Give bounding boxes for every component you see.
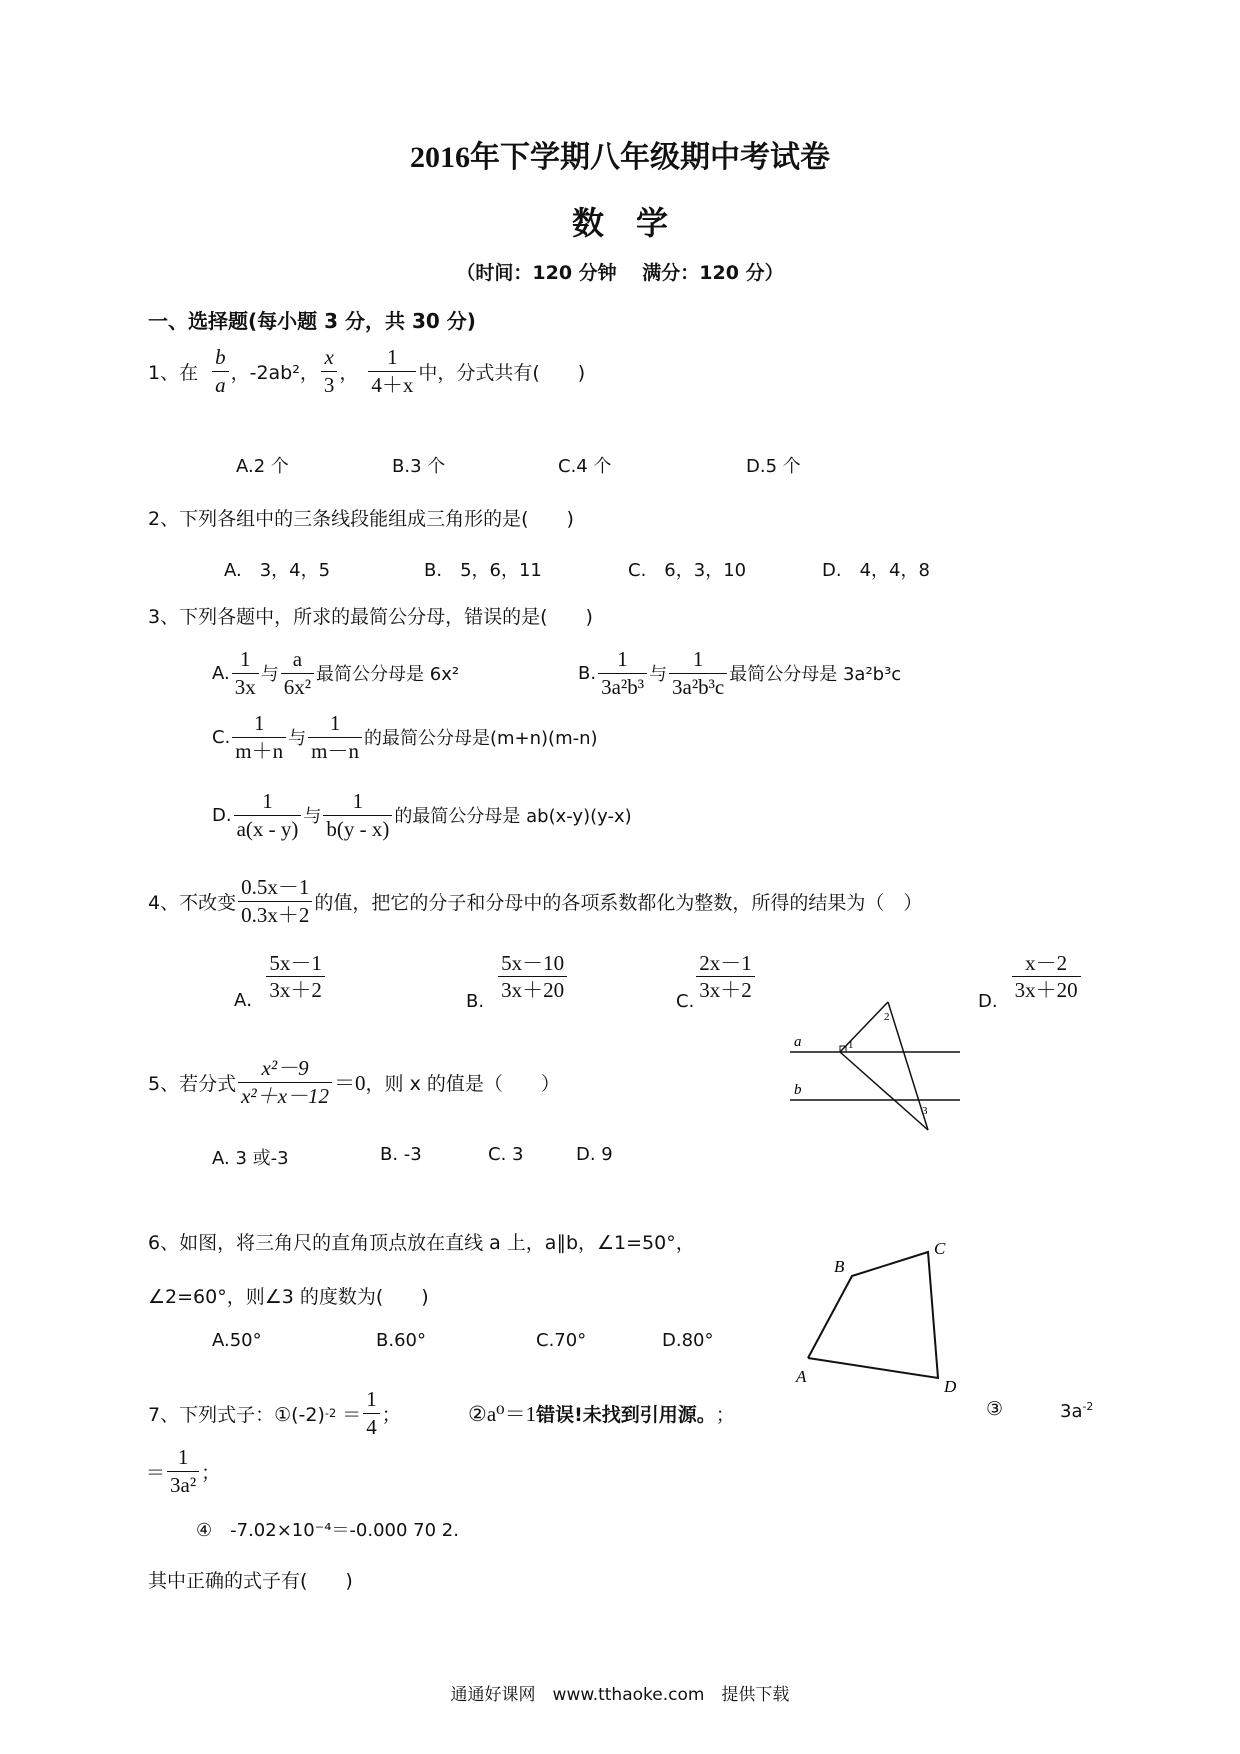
vertex-b-label: B: [834, 1257, 845, 1276]
option-label: B.: [466, 991, 485, 1012]
numerator: 5x－1: [269, 950, 322, 975]
denominator: 3x＋2: [266, 976, 325, 1002]
q7-item-3-marker: ③: [986, 1398, 1004, 1420]
denominator: b(y - x): [323, 815, 392, 841]
option-label: A．: [234, 990, 265, 1011]
q7-closing: 其中正确的式子有( ): [148, 1570, 353, 1592]
denominator: 3: [321, 371, 338, 397]
q5-prefix: 5、若分式: [148, 1072, 237, 1095]
q1-option-b: B.3 个: [392, 456, 446, 477]
fraction: [238, 875, 312, 926]
vertex-c-label: C: [934, 1239, 946, 1258]
fraction: [1012, 951, 1081, 1002]
option-label: A.: [212, 662, 230, 684]
angle-1-label: 1: [848, 1039, 854, 1051]
numerator: 1: [366, 1387, 377, 1412]
numerator: 0.5x－1: [241, 875, 310, 900]
option-label: C.: [676, 991, 695, 1012]
option-label: D.: [978, 991, 998, 1012]
semicolon: ；: [381, 1403, 401, 1426]
q7-item-3-expression: [1060, 1400, 1093, 1422]
denominator: 4＋x: [368, 371, 416, 397]
exponent: -2: [324, 1406, 337, 1420]
q1-option-d: D.5 个: [746, 456, 801, 477]
label-a: a: [794, 1034, 802, 1050]
label-b: b: [794, 1082, 802, 1098]
numerator: 1: [253, 711, 265, 736]
q1-prefix: 1、在: [148, 361, 199, 384]
q1-separator: ，-2ab²，: [230, 361, 319, 384]
q3-option-b: [578, 640, 901, 706]
question-3: 3、下列各题中，所求的最简公分母，错误的是( ): [148, 606, 593, 628]
fraction: [238, 1056, 332, 1107]
denominator: 3a²: [167, 1471, 199, 1497]
denominator: 0.3x＋2: [238, 901, 312, 927]
option-label: B.: [578, 662, 597, 684]
denominator: a(x - y): [234, 815, 302, 841]
q3-option-a: [212, 640, 459, 706]
numerator: 1: [239, 647, 251, 672]
fraction: [368, 345, 416, 396]
q5-option-a: A. 3 或-3: [212, 1148, 289, 1169]
denominator: 3a²b³c: [669, 673, 727, 699]
q4-prefix: 4、不改变: [148, 891, 237, 914]
fraction: [598, 647, 647, 698]
vertex-a-label: A: [796, 1367, 807, 1386]
page-footer: 通通好课网 www.tthaoke.com 提供下载: [450, 1685, 790, 1705]
fraction: [669, 647, 727, 698]
q1-option-a: A.2 个: [236, 456, 289, 477]
q6-option-c: C.70°: [536, 1330, 587, 1351]
denominator: 3a²b³: [598, 673, 647, 699]
fraction: [212, 345, 229, 396]
option-tail: 的最简公分母是(m+n)(m-n): [363, 728, 598, 749]
fraction: [232, 647, 259, 698]
quadrilateral-abcd: [808, 1252, 938, 1378]
vertex-d-label: D: [944, 1377, 957, 1396]
q4-option-a: [234, 946, 327, 1012]
question-7-line-2: [146, 1438, 220, 1504]
q2-option-d: D. 4，4，8: [822, 560, 930, 581]
denominator: 3x＋20: [1012, 976, 1081, 1002]
denominator: a: [212, 371, 229, 397]
equals-sign: ＝: [342, 1403, 362, 1426]
numerator: 1: [692, 647, 704, 672]
fraction: [696, 951, 755, 1002]
numerator: x－2: [1025, 950, 1068, 975]
q1-option-c: C.4 个: [558, 456, 612, 477]
fraction: [232, 711, 286, 762]
parallel-lines-figure: [790, 990, 970, 1140]
q6-option-d: D.80°: [662, 1330, 714, 1351]
fraction: [308, 711, 362, 762]
connector: 与: [260, 664, 279, 685]
denominator: 3x: [232, 673, 259, 699]
q4-option-c: [676, 946, 757, 1012]
equals-sign: ＝: [146, 1461, 166, 1484]
fraction: [321, 345, 338, 396]
numerator: 1: [262, 789, 273, 814]
q5-option-c: C. 3: [488, 1144, 524, 1165]
numerator: 1: [329, 711, 341, 736]
question-1: [148, 336, 585, 406]
denominator: x²＋x－12: [238, 1082, 332, 1108]
fraction: [363, 1387, 380, 1438]
semicolon: ；: [201, 1461, 221, 1484]
denominator: 4: [363, 1413, 380, 1439]
triangle-side: [840, 1052, 928, 1130]
numerator: a: [292, 647, 303, 672]
option-tail: 最简公分母是 6x²: [316, 664, 460, 685]
q4-option-d: [978, 946, 1083, 1012]
semicolon: ；: [715, 1403, 735, 1426]
numerator: 1: [617, 647, 628, 672]
question-4: [148, 866, 922, 936]
q7-item-2: [468, 1398, 735, 1428]
question-6-line-2: ∠2=60°，则∠3 的度数为( ): [148, 1286, 429, 1308]
subject-title: 数 学: [571, 204, 668, 242]
option-tail: 最简公分母是 3a²b³c: [729, 664, 902, 685]
denominator: 3x＋20: [498, 976, 567, 1002]
q5-option-d: D. 9: [576, 1144, 613, 1165]
q2-option-b: B. 5，6，11: [424, 560, 542, 581]
connector: 与: [303, 806, 322, 827]
q2-option-a: A. 3，4，5: [224, 560, 331, 581]
q7-item-4: ④ -7.02×10⁻⁴＝-0.000 70 2.: [196, 1520, 459, 1541]
exam-title: 2016年下学期八年级期中考试卷: [410, 141, 830, 174]
angle-2-label: 2: [884, 1011, 890, 1023]
angle-3-label: 3: [922, 1105, 928, 1117]
question-5: [148, 1044, 560, 1120]
numerator: 2x－1: [699, 950, 752, 975]
quadrilateral-figure: [790, 1236, 990, 1396]
numerator: 1: [352, 789, 364, 814]
expression: 3a: [1060, 1401, 1083, 1422]
connector: 与: [288, 728, 307, 749]
denominator: 3x＋2: [696, 976, 755, 1002]
question-6-line-1: 6、如图，将三角尺的直角顶点放在直线 a 上，a∥b，∠1=50°，: [148, 1232, 695, 1254]
equals-zero: ＝0: [334, 1071, 366, 1095]
question-7-line-1: [148, 1380, 401, 1446]
formula: ②a⁰＝1: [468, 1402, 537, 1426]
numerator: x: [324, 345, 334, 370]
fraction: [498, 951, 567, 1002]
fraction: [281, 647, 314, 698]
fraction: [167, 1445, 199, 1496]
q5-option-b: B. -3: [380, 1144, 422, 1165]
section-heading: 一、选择题(每小题 3 分，共 30 分): [148, 309, 476, 333]
q5-suffix: ，则 x 的值是（ ）: [365, 1072, 560, 1095]
q6-option-a: A.50°: [212, 1330, 262, 1351]
fraction: [266, 951, 325, 1002]
q1-suffix: 中，分式共有( ): [418, 361, 586, 384]
q4-suffix: 的值，把它的分子和分母中的各项系数都化为整数，所得的结果为（ ）: [314, 891, 923, 914]
q1-separator: ，: [339, 361, 359, 384]
numerator: 1: [177, 1445, 189, 1470]
q3-option-c: [212, 704, 598, 770]
fraction: [323, 789, 392, 840]
q3-option-d: [212, 782, 632, 848]
error-text: 错误!未找到引用源。: [536, 1403, 716, 1426]
option-tail: 的最简公分母是 ab(x-y)(y-x): [394, 806, 632, 827]
numerator: b: [215, 345, 226, 370]
connector: 与: [649, 664, 667, 685]
numerator: 1: [387, 345, 398, 370]
numerator: 5x－10: [501, 950, 565, 975]
denominator: 6x²: [281, 673, 314, 699]
q2-option-c: C. 6，3，10: [628, 560, 747, 581]
exam-info: （时间：120 分钟 满分：120 分）: [456, 262, 784, 284]
denominator: m＋n: [232, 737, 286, 763]
fraction: [234, 789, 302, 840]
denominator: m－n: [308, 737, 362, 763]
exponent: -2: [1082, 1400, 1094, 1413]
numerator: x²－9: [261, 1056, 309, 1081]
option-label: D.: [212, 804, 232, 826]
option-label: C.: [212, 726, 231, 748]
q6-option-b: B.60°: [376, 1330, 426, 1351]
q7-prefix: 7、下列式子：①(-2): [148, 1403, 325, 1426]
q4-option-b: [466, 946, 569, 1012]
question-2: 2、下列各组中的三条线段能组成三角形的是( ): [148, 508, 574, 530]
